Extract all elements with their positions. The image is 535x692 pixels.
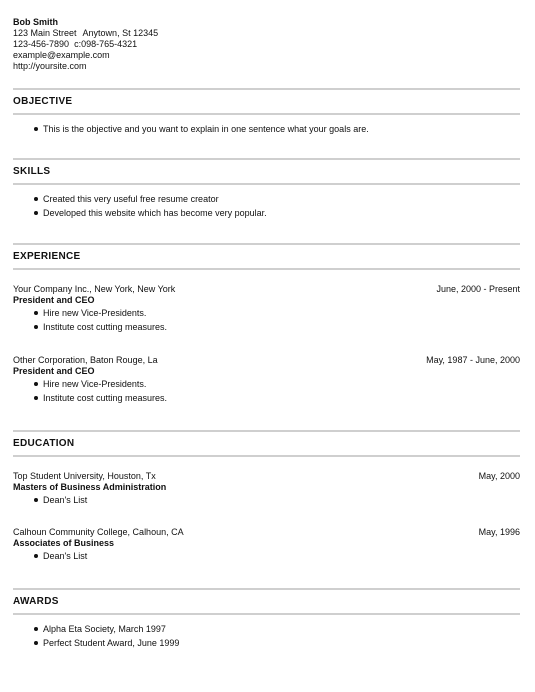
- address-line: [13, 28, 158, 39]
- employer-name: Your Company Inc., New York, New York: [13, 284, 176, 294]
- section-divider: [13, 113, 520, 115]
- contact-header: [13, 17, 158, 72]
- education-heading: EDUCATION: [13, 438, 75, 449]
- email-address: example@example.com: [13, 50, 110, 60]
- experience-heading: EXPERIENCE: [13, 251, 81, 262]
- cell-phone: c:098-765-4321: [74, 39, 138, 49]
- graduation-date: May, 1996: [478, 527, 520, 537]
- section-divider: [13, 430, 520, 432]
- applicant-name: Bob Smith: [13, 17, 58, 27]
- duty-item: Institute cost cutting measures.: [13, 391, 167, 405]
- honors-list: [13, 549, 87, 563]
- objective-item: This is the objective and you want to explain in one sentence what your goals are.: [13, 122, 369, 136]
- employment-dates: May, 1987 - June, 2000: [426, 355, 520, 365]
- honor-item: Dean's List: [13, 549, 87, 563]
- award-item: Perfect Student Award, June 1999: [13, 636, 179, 650]
- section-divider: [13, 613, 520, 615]
- section-divider: [13, 588, 520, 590]
- home-phone: 123-456-7890: [13, 39, 70, 49]
- school-name: Calhoun Community College, Calhoun, CA: [13, 527, 184, 537]
- section-divider: [13, 158, 520, 160]
- section-divider: [13, 268, 520, 270]
- skills-heading: SKILLS: [13, 166, 51, 177]
- graduation-date: May, 2000: [478, 471, 520, 481]
- honors-list: [13, 493, 87, 507]
- objective-list: [13, 122, 369, 136]
- award-item: Alpha Eta Society, March 1997: [13, 622, 179, 636]
- duties-list: [13, 377, 167, 405]
- section-divider: [13, 243, 520, 245]
- skills-list: [13, 192, 267, 220]
- employer-name: Other Corporation, Baton Rouge, La: [13, 355, 158, 365]
- city-state-zip: Anytown, St 12345: [82, 28, 159, 38]
- job-title: President and CEO: [13, 295, 95, 305]
- duty-item: Hire new Vice-Presidents.: [13, 306, 167, 320]
- section-divider: [13, 183, 520, 185]
- duties-list: [13, 306, 167, 334]
- section-divider: [13, 455, 520, 457]
- awards-heading: AWARDS: [13, 596, 59, 607]
- website-url: http://yoursite.com: [13, 61, 87, 71]
- school-name: Top Student University, Houston, Tx: [13, 471, 156, 481]
- awards-list: [13, 622, 179, 650]
- duty-item: Institute cost cutting measures.: [13, 320, 167, 334]
- skill-item: Developed this website which has become very popular.: [13, 206, 267, 220]
- street-address: 123 Main Street: [13, 28, 77, 38]
- degree-name: Associates of Business: [13, 538, 115, 548]
- phone-line: [13, 39, 158, 50]
- section-divider: [13, 88, 520, 90]
- objective-heading: OBJECTIVE: [13, 96, 73, 107]
- degree-name: Masters of Business Administration: [13, 482, 167, 492]
- employment-dates: June, 2000 - Present: [436, 284, 520, 294]
- skill-item: Created this very useful free resume creator: [13, 192, 267, 206]
- job-title: President and CEO: [13, 366, 95, 376]
- honor-item: Dean's List: [13, 493, 87, 507]
- duty-item: Hire new Vice-Presidents.: [13, 377, 167, 391]
